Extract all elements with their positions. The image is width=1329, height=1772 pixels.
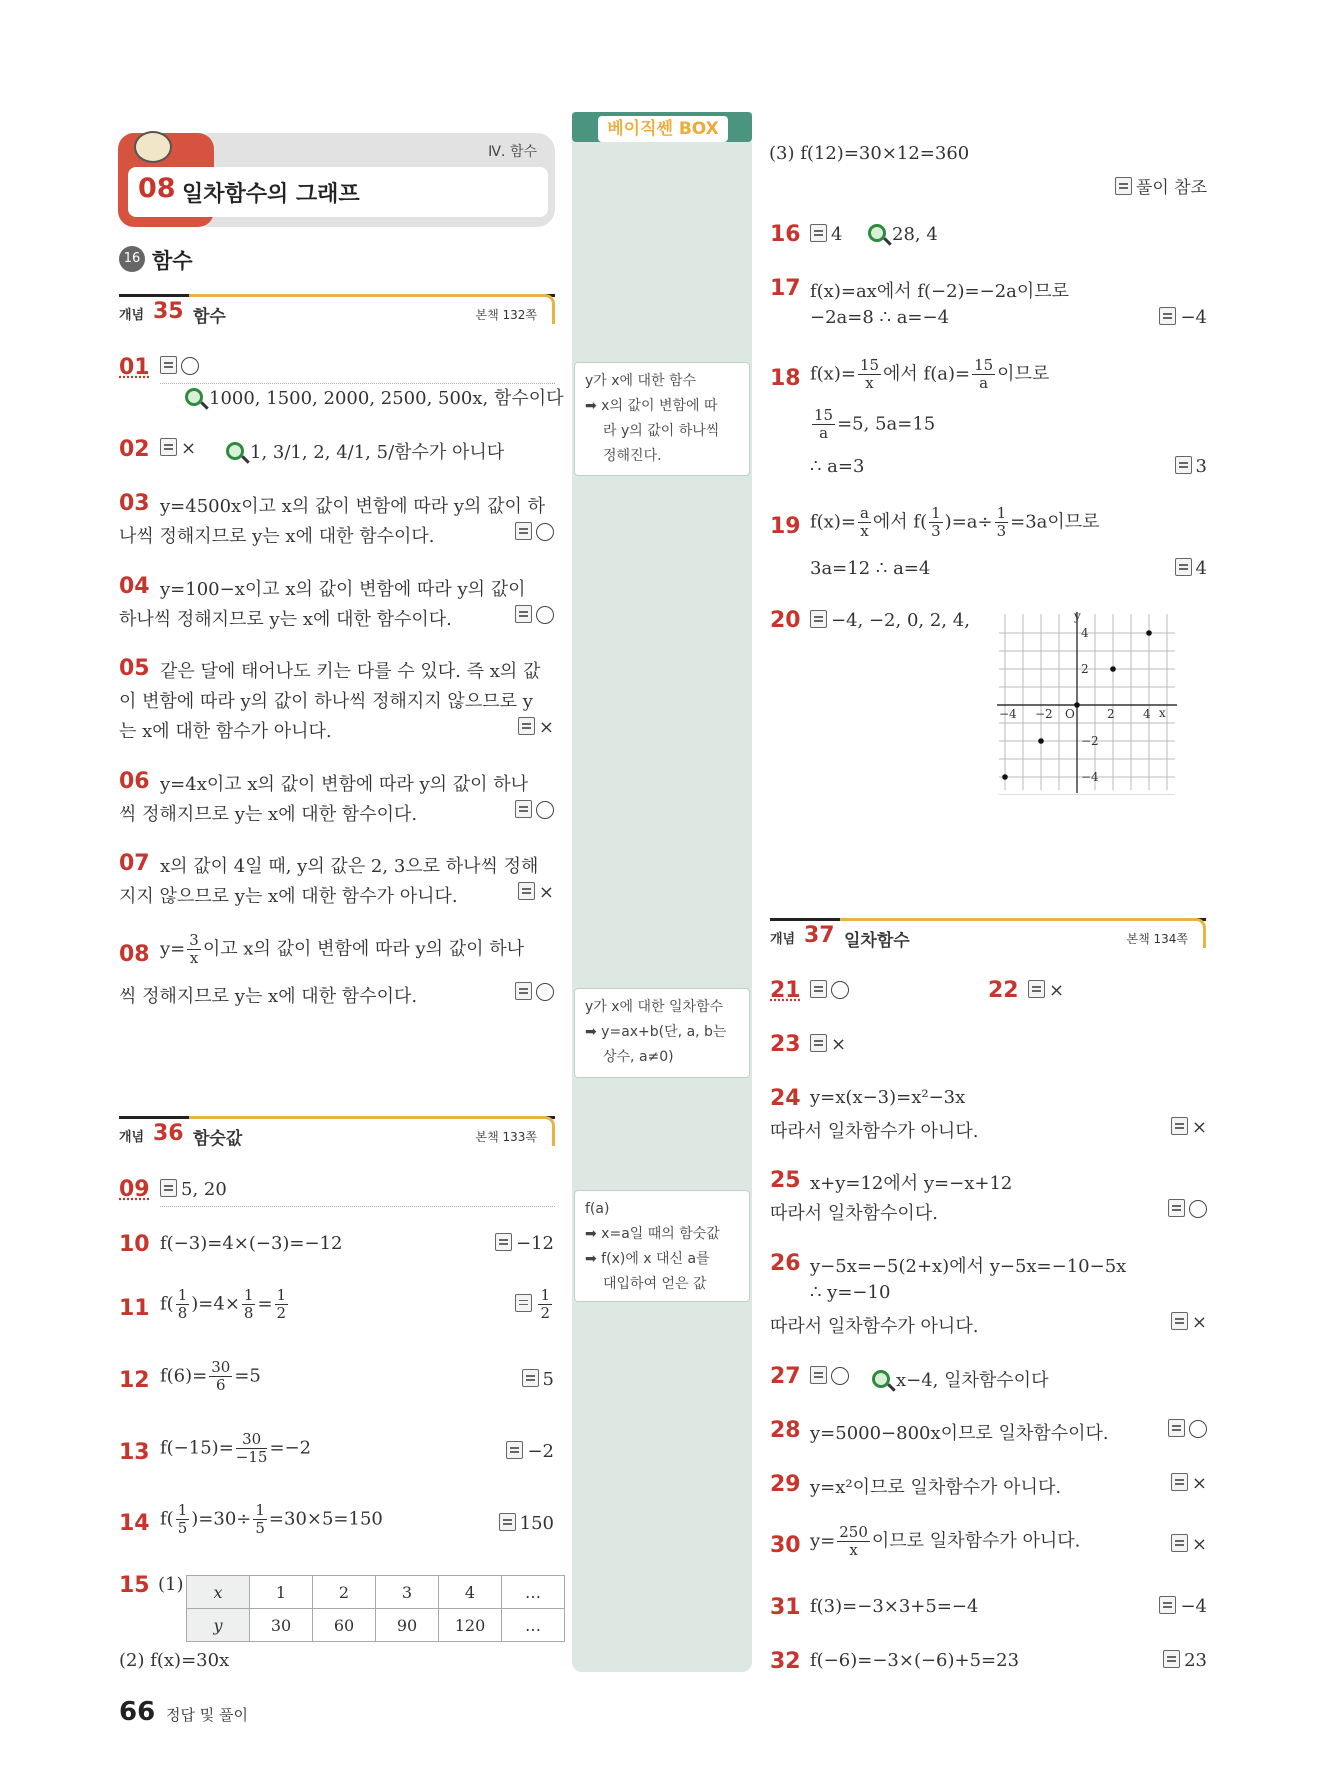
sidebar-column [572,112,752,1672]
hint-icon [226,442,244,460]
value-table: x 1 2 3 4 … y 30 60 90 120 … [186,1575,565,1642]
sidebox-linear: y가 x에 대한 일차함수 ➡ y=ax+b(단, a, b는 상수, a≠0) [574,988,750,1078]
chapter-header [118,133,555,227]
y-tick-label: −2 [1081,734,1099,748]
x-tick-label: 2 [1107,707,1115,721]
concept-35-header: 개념 35 함수 본책 132쪽 [119,294,555,328]
data-point [1146,630,1152,636]
data-point [1110,666,1116,672]
lesson-badge: 16 [119,246,145,272]
page-number: 66 [119,1697,156,1727]
hint-icon [185,388,203,406]
sidebox-fvalue: f(a) ➡ x=a일 때의 함숫값 ➡ f(x)에 x 대신 a를 대입하여 얻은 값 [574,1190,750,1302]
x-axis-label: x [1159,706,1166,720]
sidebar-title-text: 베이직쎈 BOX [598,116,728,142]
mascot-icon [134,131,172,163]
hint-icon [872,1370,890,1388]
y-tick-label: 2 [1081,662,1089,676]
chapter-title: 일차함수의 그래프 [182,182,360,207]
data-point [1074,702,1080,708]
lesson-title: 함수 [152,249,193,273]
data-point [1038,738,1044,744]
y-tick-label: 4 [1081,626,1089,640]
concept-36-header: 개념 36 함숫값 본책 133쪽 [119,1116,555,1150]
coordinate-graph [995,610,1180,795]
book-ref: 본책 132쪽 [475,308,537,322]
x-tick-label: 4 [1143,707,1151,721]
data-point [1002,774,1008,780]
x-tick-label: −4 [999,707,1017,721]
book-ref: 본책 134쪽 [1126,932,1188,946]
y-tick-label: −4 [1081,770,1099,784]
chapter-number: 08 [138,173,176,204]
sidebox-function: y가 x에 대한 함수 ➡ x의 값이 변함에 따 라 y의 값이 하나씩 정해진다. [574,362,750,476]
concept-37-header: 개념 37 일차함수 본책 134쪽 [770,918,1206,952]
hint-icon [868,224,886,242]
x-tick-label: −2 [1035,707,1053,721]
footer-label: 정답 및 풀이 [166,1706,248,1724]
book-ref: 본책 133쪽 [475,1130,537,1144]
y-axis-label: y [1074,610,1081,623]
origin-label: O [1065,707,1075,721]
unit-label: Ⅳ. 함수 [488,144,537,160]
